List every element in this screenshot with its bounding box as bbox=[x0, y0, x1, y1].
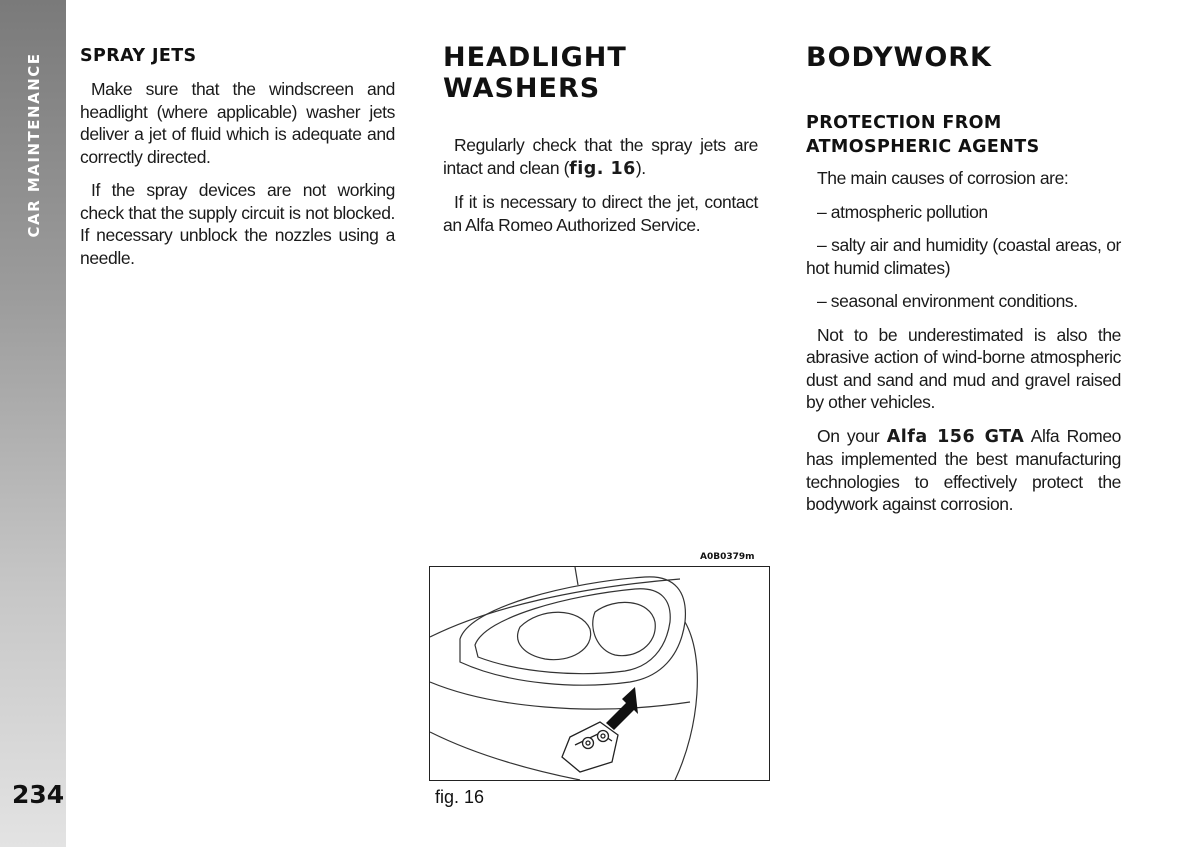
figure-caption: fig. 16 bbox=[435, 787, 485, 807]
paragraph: Make sure that the windscreen and headlight (where applicable) washer jets deliver a jet of fluid which is adequate and correctly directed. bbox=[80, 79, 395, 167]
paragraph: If the spray devices are not working check that the supply circuit is not blocked. If necessary unblock the nozzles using a needle. bbox=[80, 180, 395, 268]
paragraph: – seasonal environment conditions. bbox=[817, 291, 1078, 311]
paragraph: If it is necessary to direct the jet, contact an Alfa Romeo Authorized Service. bbox=[443, 192, 758, 235]
bumper-line bbox=[430, 682, 690, 709]
model-name: Alfa 156 GTA bbox=[886, 426, 1025, 447]
text: Alfa Romeo has implemented the best manufacturing technologies to effectively protect the bodywork against corrosion. bbox=[806, 425, 1122, 514]
protection-heading: PROTECTION FROM ATMOSPHERIC AGENTS bbox=[806, 113, 1040, 157]
column-spray-jets bbox=[80, 44, 395, 280]
bodywork-heading: BODYWORK bbox=[806, 42, 992, 73]
bonnet-line bbox=[430, 579, 680, 637]
page-number: 234 bbox=[12, 780, 65, 809]
paragraph: – salty air and humidity (coastal areas, or hot humid climates) bbox=[806, 235, 1121, 278]
figure-illustration bbox=[429, 566, 770, 781]
text: ). bbox=[635, 157, 646, 178]
paragraph bbox=[806, 425, 1121, 516]
figure-code: A0B0379m bbox=[700, 552, 755, 562]
lamp-right bbox=[593, 602, 656, 655]
section-title: CAR MAINTENANCE bbox=[25, 52, 43, 238]
paragraph bbox=[443, 134, 758, 180]
column-headlight-washers bbox=[443, 42, 758, 247]
paragraph: The main causes of corrosion are: bbox=[817, 168, 1069, 188]
spray-jets-heading: SPRAY JETS bbox=[80, 46, 197, 66]
text: Regularly check that the spray jets are intact and clean ( bbox=[443, 135, 758, 178]
lamp-left bbox=[518, 612, 591, 659]
headlight-washer-drawing bbox=[430, 567, 769, 780]
text: On your bbox=[817, 425, 887, 446]
paragraph: – atmospheric pollution bbox=[817, 201, 988, 222]
headlight-washers-heading: HEADLIGHT WASHERS bbox=[443, 42, 627, 104]
paragraph: Not to be underestimated is also the abrasive action of wind-borne atmospheric dust and sand and mud and gravel raised by other vehicles. bbox=[806, 324, 1121, 412]
headlight-inner bbox=[475, 589, 670, 674]
washer-nozzle bbox=[562, 722, 618, 772]
hood-crease bbox=[575, 567, 578, 585]
column-bodywork bbox=[806, 42, 1121, 527]
sidebar bbox=[0, 0, 66, 847]
figure-reference: fig. 16 bbox=[569, 158, 636, 179]
body-lower bbox=[430, 732, 580, 780]
